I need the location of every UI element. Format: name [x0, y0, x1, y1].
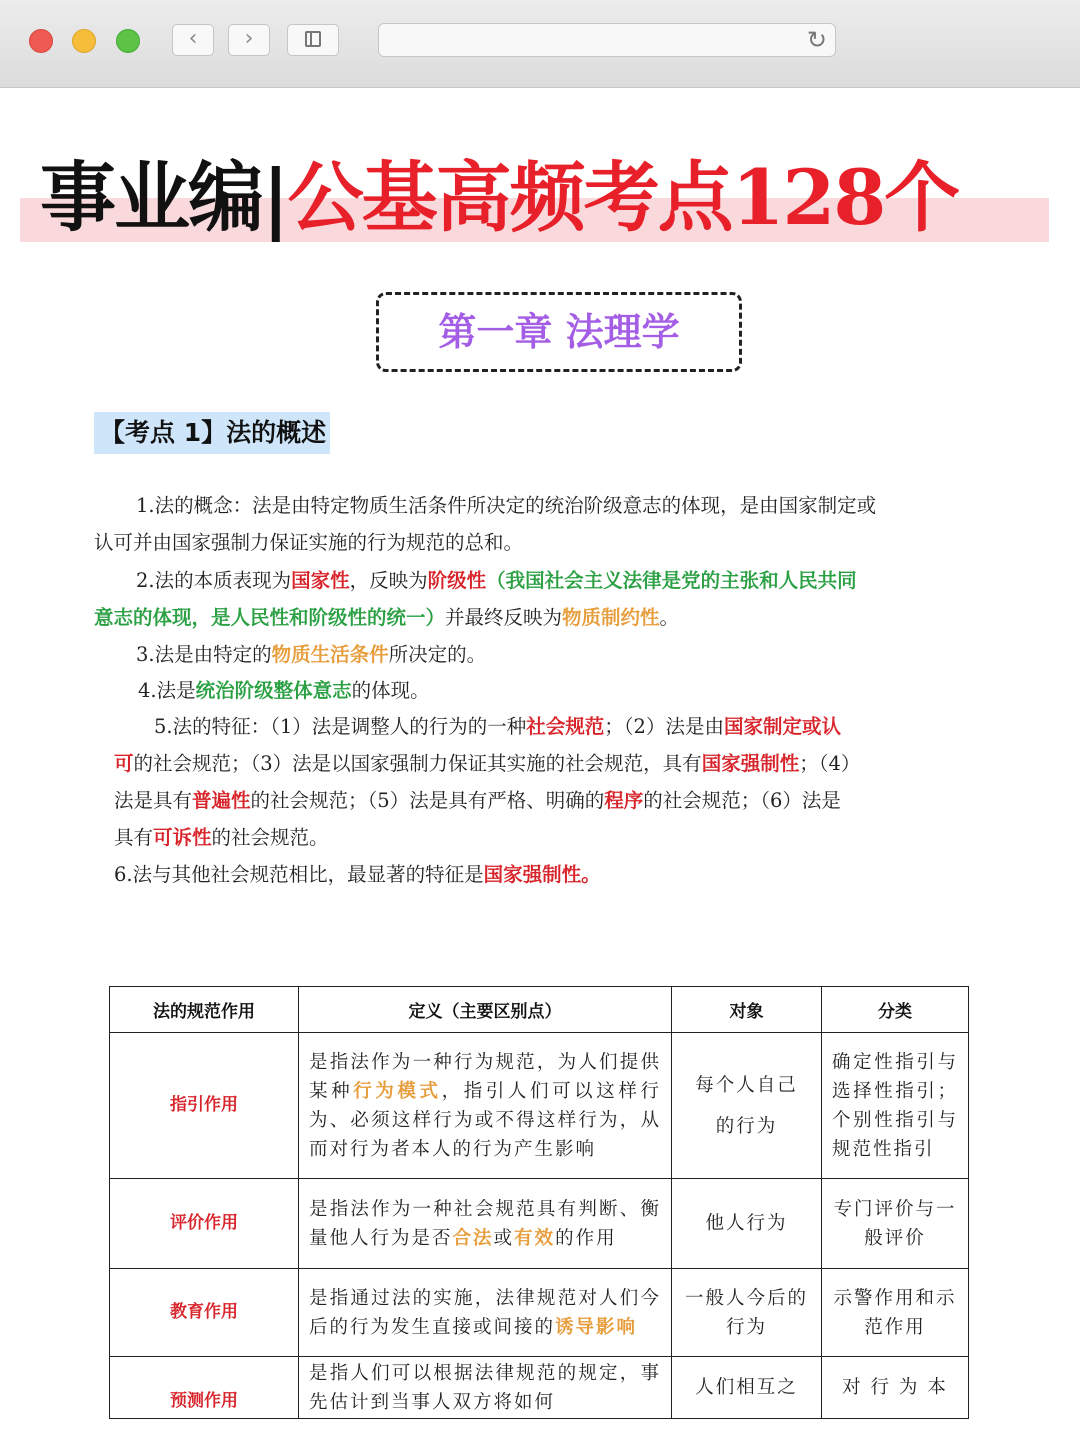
function-name: 指引作用 [110, 1033, 299, 1179]
title-part-2: 公基高频考点128个 [287, 153, 959, 242]
table-header-row [110, 987, 969, 1033]
function-definition: 是指法作为一种行为规范，为人们提供某种行为模式，指引人们可以这样行为、必须这样行为或不得这样行为，从而对行为者本人的行为产生影响 [299, 1033, 672, 1179]
header-function: 法的规范作用 [110, 987, 299, 1033]
function-name: 预测作用 [110, 1357, 299, 1419]
header-object: 对象 [672, 987, 822, 1033]
function-name: 评价作用 [110, 1179, 299, 1269]
table-row [110, 1357, 969, 1419]
norm-function-table [109, 986, 969, 1419]
header-category: 分类 [822, 987, 969, 1033]
chevron-right-icon: › [244, 26, 254, 51]
back-button[interactable] [172, 24, 214, 56]
paragraph-1-line-2: 认可并由国家强制力保证实施的行为规范的总和。 [94, 531, 524, 554]
sidebar-icon [305, 31, 321, 47]
function-category: 专门评价与一般评价 [822, 1179, 969, 1269]
paragraph-4: 4.法是统治阶级整体意志的体现。 [138, 679, 430, 702]
paragraph-1-line-1: 1.法的概念：法是由特定物质生活条件所决定的统治阶级意志的体现，是由国家制定或 [136, 494, 877, 517]
function-definition: 是指通过法的实施，法律规范对人们今后的行为发生直接或间接的诱导影响 [299, 1269, 672, 1357]
function-object: 一般人今后的行为 [672, 1269, 822, 1357]
page-title [40, 148, 1050, 248]
function-object: 每个人自己 的行为 [672, 1033, 822, 1179]
title-part-1: 事业编 [40, 153, 262, 242]
function-definition: 是指人们可以根据法律规范的规定，事先估计到当事人双方将如何 [299, 1357, 672, 1419]
paragraph-5-line-1: 5.法的特征：（1）法是调整人的行为的一种社会规范；（2）法是由国家制定或认 [154, 715, 841, 738]
function-category: 示警作用和示范作用 [822, 1269, 969, 1357]
chevron-left-icon: ‹ [188, 26, 198, 51]
title-separator: | [262, 153, 288, 242]
table-row [110, 1269, 969, 1357]
paragraph-2-line-2: 意志的体现，是人民性和阶级性的统一）并最终反映为物质制约性。 [94, 606, 680, 629]
close-window-button[interactable] [29, 29, 53, 53]
paragraph-5-line-4: 具有可诉性的社会规范。 [114, 826, 329, 849]
paragraph-5-line-3: 法是具有普遍性的社会规范；（5）法是具有严格、明确的程序的社会规范；（6）法是 [114, 789, 841, 812]
zoom-window-button[interactable] [116, 29, 140, 53]
minimize-window-button[interactable] [72, 29, 96, 53]
address-bar[interactable] [378, 23, 836, 57]
paragraph-6: 6.法与其他社会规范相比，最显著的特征是国家强制性。 [114, 863, 601, 886]
function-category: 对 行 为 本 [822, 1357, 969, 1419]
table-row [110, 1179, 969, 1269]
function-definition: 是指法作为一种社会规范具有判断、衡量他人行为是否合法或有效的作用 [299, 1179, 672, 1269]
function-name: 教育作用 [110, 1269, 299, 1357]
browser-toolbar [0, 0, 1080, 88]
section-heading: 【考点 1】法的概述 [94, 412, 330, 454]
function-object: 他人行为 [672, 1179, 822, 1269]
chapter-heading: 第一章 法理学 [376, 292, 742, 372]
paragraph-5-line-2: 可的社会规范；（3）法是以国家强制力保证其实施的社会规范，具有国家强制性；（4） [114, 752, 861, 775]
function-object: 人们相互之 [672, 1357, 822, 1419]
table-row [110, 1033, 969, 1179]
function-category: 确定性指引与选择性指引；个别性指引与规范性指引 [822, 1033, 969, 1179]
forward-button[interactable] [228, 24, 270, 56]
paragraph-2-line-1: 2.法的本质表现为国家性，反映为阶级性（我国社会主义法律是党的主张和人民共同 [136, 569, 857, 592]
reload-icon[interactable]: ↻ [806, 26, 827, 54]
sidebar-toggle-button[interactable] [287, 24, 339, 56]
paragraph-3: 3.法是由特定的物质生活条件所决定的。 [136, 643, 487, 666]
header-definition: 定义（主要区别点） [299, 987, 672, 1033]
